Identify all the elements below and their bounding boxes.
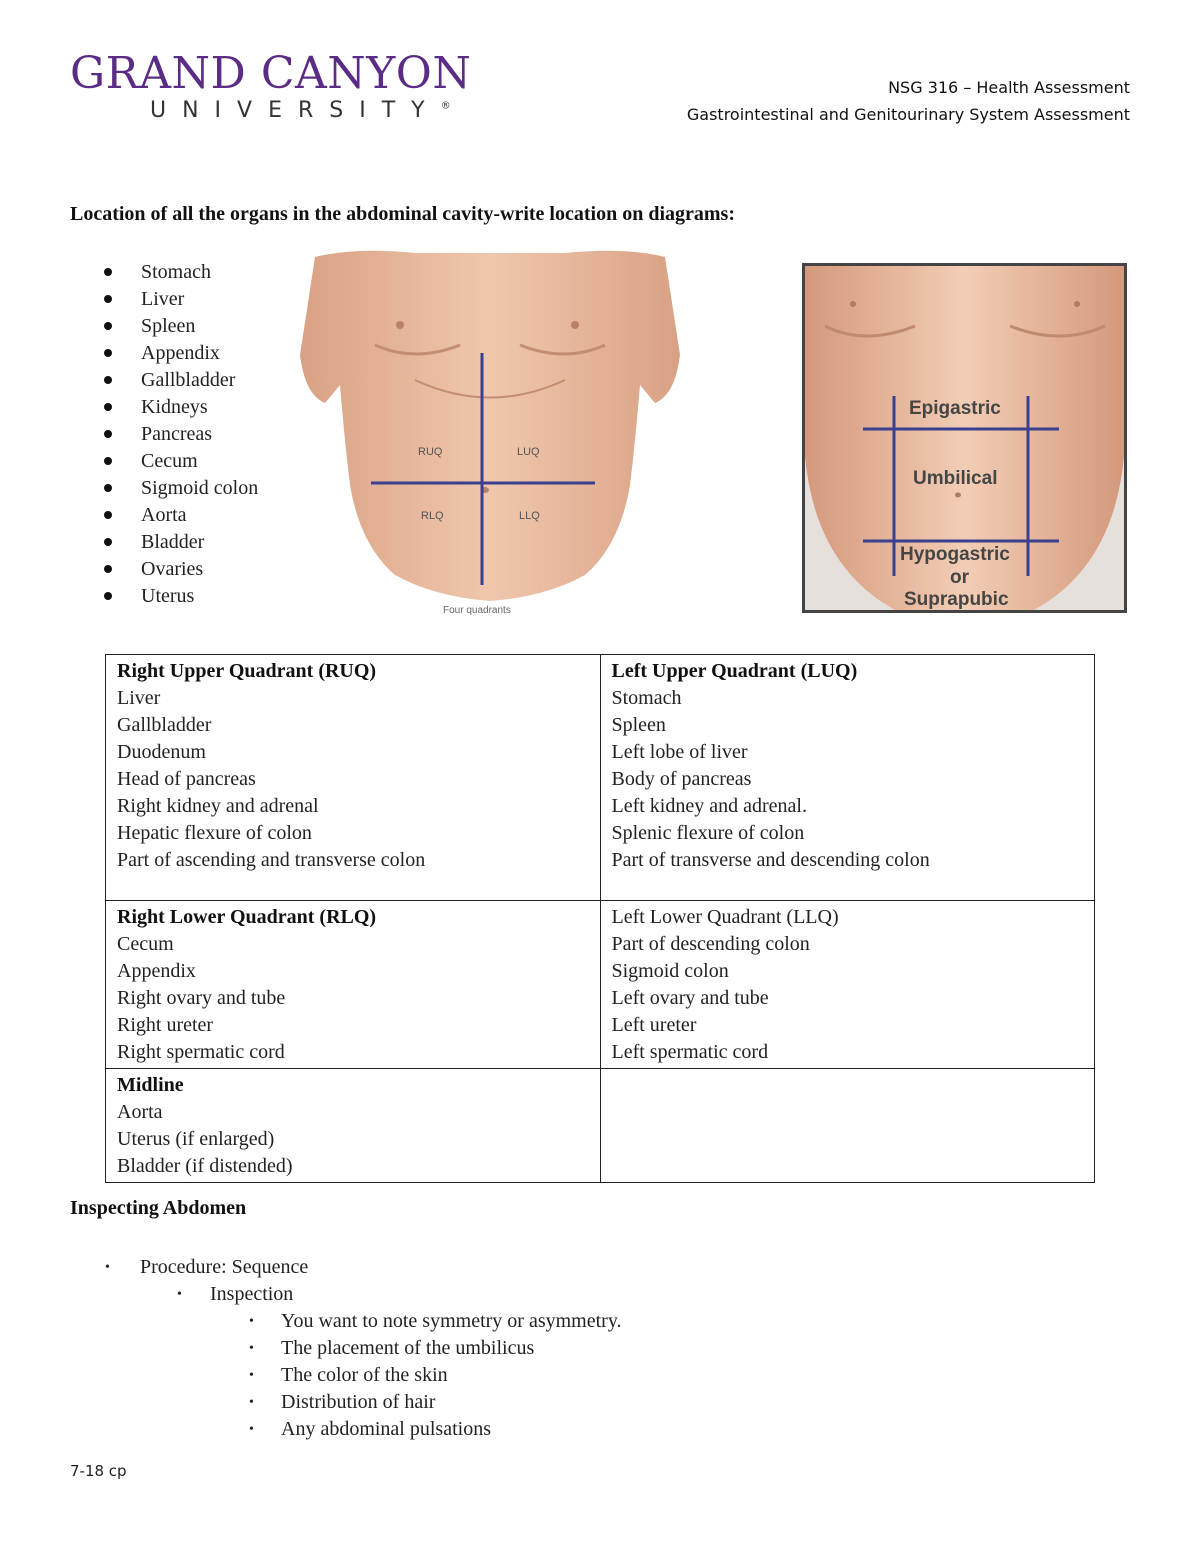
list-item: Ovaries <box>103 556 258 583</box>
cell-item: Part of transverse and descending colon <box>611 849 930 871</box>
list-item: • Distribution of hair <box>105 1389 622 1416</box>
midline-cell <box>106 1069 601 1183</box>
list-item: • You want to note symmetry or asymmetry. <box>105 1308 622 1335</box>
inspecting-heading: Inspecting Abdomen <box>70 1197 247 1219</box>
list-item: • Procedure: Sequence <box>105 1254 622 1281</box>
nipple-mark <box>850 301 856 307</box>
nipple-mark <box>1074 301 1080 307</box>
cell-heading: Right Lower Quadrant (RLQ) <box>117 906 377 928</box>
four-quadrants-illustration <box>295 245 685 620</box>
logo-subtitle: UNIVERSITY® <box>150 98 451 123</box>
luq-label: LUQ <box>517 446 540 458</box>
cell-item: Stomach <box>611 687 682 709</box>
logo-wordmark: GRAND CANYON <box>70 48 472 99</box>
cell-item: Part of ascending and transverse colon <box>117 849 426 871</box>
cell-item: Duodenum <box>117 741 206 763</box>
list-item: Bladder <box>103 529 258 556</box>
figure-caption: Four quadrants <box>443 605 511 616</box>
cell-item: Left ovary and tube <box>611 987 769 1009</box>
nipple-mark <box>396 321 404 329</box>
cell-item: Right spermatic cord <box>117 1041 285 1063</box>
cell-item: Cecum <box>117 933 174 955</box>
cell-heading: Midline <box>117 1074 184 1096</box>
cell-item: Uterus (if enlarged) <box>117 1128 275 1150</box>
cell-item: Left spermatic cord <box>611 1041 769 1063</box>
quadrant-table <box>105 654 1095 1183</box>
cell-item: Appendix <box>117 960 196 982</box>
cell-item: Splenic flexure of colon <box>611 822 805 844</box>
llq-label: LLQ <box>519 510 540 522</box>
organ-list <box>103 259 258 610</box>
course-title: NSG 316 – Health Assessment <box>888 78 1130 97</box>
cell-item: Aorta <box>117 1101 163 1123</box>
ruq-label: RUQ <box>418 446 443 458</box>
llq-cell <box>600 901 1095 1069</box>
cell-item: Bladder (if distended) <box>117 1155 293 1177</box>
epigastric-label: Epigastric <box>909 398 1001 419</box>
abdominal-regions-illustration <box>805 266 1124 610</box>
list-item: Sigmoid colon <box>103 475 258 502</box>
list-item: Pancreas <box>103 421 258 448</box>
rlq-cell <box>106 901 601 1069</box>
page-footer: 7-18 cp <box>70 1462 127 1480</box>
document-header <box>687 74 1130 128</box>
cell-item: Left ureter <box>611 1014 697 1036</box>
list-item: Stomach <box>103 259 258 286</box>
list-item: Aorta <box>103 502 258 529</box>
table-row <box>106 1069 1095 1183</box>
cell-item: Left lobe of liver <box>611 741 748 763</box>
list-item: Gallbladder <box>103 367 258 394</box>
or-label: or <box>950 567 969 588</box>
abdominal-regions-figure <box>802 263 1127 613</box>
luq-cell <box>600 655 1095 901</box>
list-item: Liver <box>103 286 258 313</box>
cell-item: Sigmoid colon <box>611 960 729 982</box>
cell-item: Right ureter <box>117 1014 214 1036</box>
rlq-label: RLQ <box>421 510 444 522</box>
list-item: • Inspection <box>105 1281 622 1308</box>
cell-item: Left kidney and adrenal. <box>611 795 807 817</box>
cell-item: Liver <box>117 687 161 709</box>
four-quadrants-figure <box>295 245 685 620</box>
list-item: • Any abdominal pulsations <box>105 1416 622 1443</box>
cell-item: Gallbladder <box>117 714 212 736</box>
cell-item: Head of pancreas <box>117 768 256 790</box>
cell-item: Right kidney and adrenal <box>117 795 319 817</box>
suprapubic-label: Suprapubic <box>904 589 1009 610</box>
umbilical-label: Umbilical <box>913 468 998 489</box>
nipple-mark <box>571 321 579 329</box>
location-heading: Location of all the organs in the abdominal cavity-write location on diagrams: <box>70 203 735 225</box>
cell-heading: Left Lower Quadrant (LLQ) <box>611 906 839 928</box>
list-item: Kidneys <box>103 394 258 421</box>
list-item: Cecum <box>103 448 258 475</box>
university-logo <box>70 48 490 128</box>
procedure-list <box>105 1254 622 1443</box>
cell-item: Spleen <box>611 714 666 736</box>
cell-heading: Right Upper Quadrant (RUQ) <box>117 660 377 682</box>
list-item: • The color of the skin <box>105 1362 622 1389</box>
cell-heading: Left Upper Quadrant (LUQ) <box>611 660 858 682</box>
cell-item: Body of pancreas <box>611 768 752 790</box>
table-row <box>106 655 1095 901</box>
table-row <box>106 901 1095 1069</box>
list-item: Appendix <box>103 340 258 367</box>
list-item: Uterus <box>103 583 258 610</box>
hypogastric-label: Hypogastric <box>900 544 1010 565</box>
cell-item: Right ovary and tube <box>117 987 286 1009</box>
ruq-cell <box>106 655 601 901</box>
empty-cell <box>600 1069 1095 1183</box>
cell-item: Hepatic flexure of colon <box>117 822 312 844</box>
torso-shape <box>300 251 680 601</box>
list-item: • The placement of the umbilicus <box>105 1335 622 1362</box>
cell-item: Part of descending colon <box>611 933 810 955</box>
list-item: Spleen <box>103 313 258 340</box>
topic-title: Gastrointestinal and Genitourinary System Assessment <box>686 105 1130 124</box>
umbilicus-mark <box>955 493 961 498</box>
